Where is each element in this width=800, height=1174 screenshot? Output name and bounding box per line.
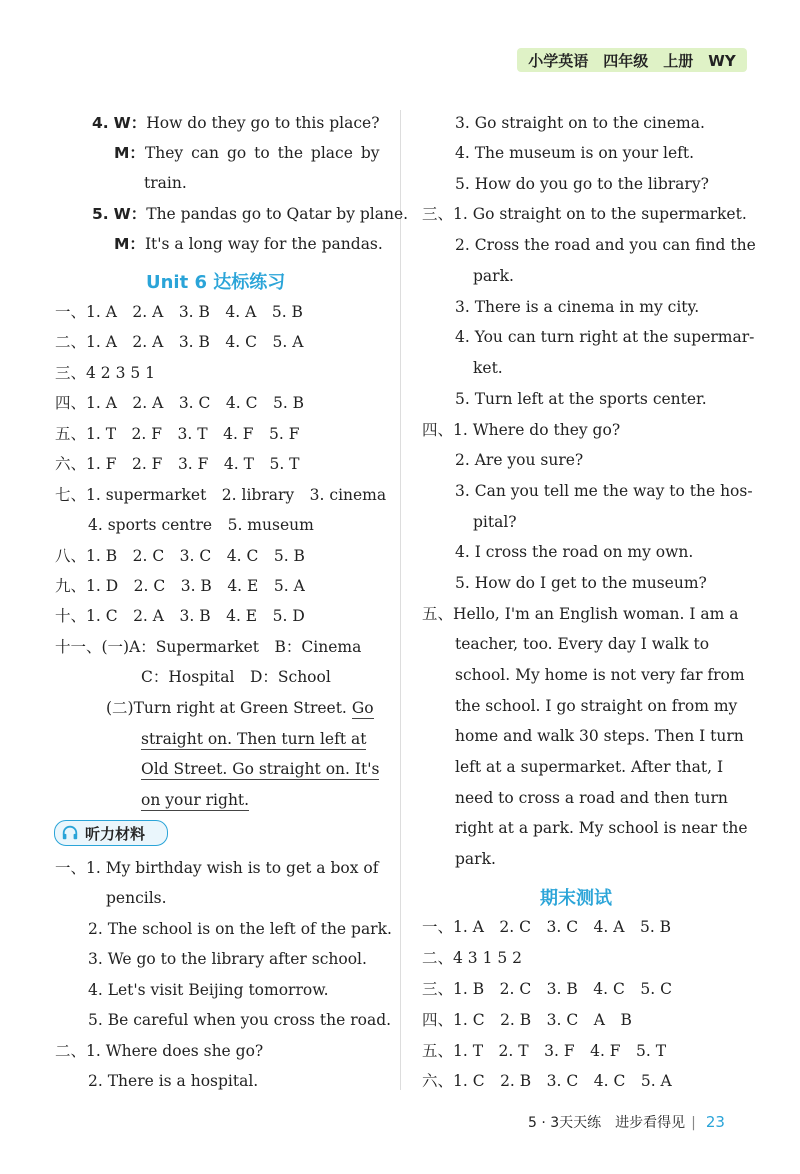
prev-line-1: 4. W：How do they go to this place?	[92, 114, 380, 132]
listen-line-6: 二、1. Where does she go?	[55, 1042, 264, 1060]
column-divider	[400, 110, 401, 1090]
right-line-4: 三、1. Go straight on to the supermarket.	[422, 205, 747, 223]
final-test-title: 期末测试	[540, 888, 612, 909]
page-footer: 5 · 3天天练 进步看得见 | 23	[528, 1113, 725, 1131]
right-line-25: park.	[455, 850, 496, 868]
unit6-answer-7: 七、1. supermarket 2. library 3. cinema	[55, 486, 387, 504]
right-line-13: 3. Can you tell me the way to the hos-	[455, 482, 753, 500]
listen-line-7: 2. There is a hospital.	[88, 1072, 259, 1090]
right-line-10: 5. Turn left at the sports center.	[455, 390, 707, 408]
unit6-answer-5: 五、1. T 2. F 3. T 4. F 5. F	[55, 425, 300, 443]
right-line-12: 2. Are you sure?	[455, 451, 584, 469]
unit6-answer-2: 二、1. A 2. A 3. B 4. C 5. A	[55, 333, 304, 351]
prev-line-4: 5. W：The pandas go to Qatar by plane.	[92, 205, 409, 223]
final-answer-6: 六、1. C 2. B 3. C 4. C 5. A	[422, 1072, 672, 1090]
right-line-20: the school. I go straight on from my	[455, 697, 738, 715]
listen-line-1: 一、1. My birthday wish is to get a box of	[55, 859, 379, 877]
listen-line-2: 2. The school is on the left of the park.	[88, 920, 392, 938]
prev-line-5: M：It's a long way for the pandas.	[114, 235, 383, 253]
unit6-answer-11c: (二)Turn right at Green Street. Go	[106, 699, 374, 717]
unit6-answer-1: 一、1. A 2. A 3. B 4. A 5. B	[55, 303, 303, 321]
right-line-14: pital?	[473, 513, 517, 531]
unit6-answer-7b: 4. sports centre 5. museum	[88, 516, 314, 534]
listening-material-tag: 听力材料	[54, 820, 168, 846]
right-line-15: 4. I cross the road on my own.	[455, 543, 694, 561]
final-answer-3: 三、1. B 2. C 3. B 4. C 5. C	[422, 980, 672, 998]
final-answer-5: 五、1. T 2. T 3. F 4. F 5. T	[422, 1042, 667, 1060]
unit6-answer-9: 九、1. D 2. C 3. B 4. E 5. A	[55, 577, 305, 595]
unit6-answer-8: 八、1. B 2. C 3. C 4. C 5. B	[55, 547, 305, 565]
final-answer-4: 四、1. C 2. B 3. C A B	[422, 1011, 632, 1029]
right-line-18: teacher, too. Every day I walk to	[455, 635, 710, 653]
headphones-icon	[61, 824, 79, 842]
listen-line-5: 5. Be careful when you cross the road.	[88, 1011, 392, 1029]
right-line-22: left at a supermarket. After that, I	[455, 758, 724, 776]
prev-line-3: train.	[144, 174, 187, 192]
right-line-5: 2. Cross the road and you can find the	[455, 236, 756, 254]
right-line-23: need to cross a road and then turn	[455, 789, 728, 807]
right-line-21: home and walk 30 steps. Then I turn	[455, 727, 744, 745]
unit6-answer-11f: on your right.	[141, 791, 250, 809]
right-line-11: 四、1. Where do they go?	[422, 421, 621, 439]
right-line-8: 4. You can turn right at the supermar-	[455, 328, 755, 346]
right-line-9: ket.	[473, 359, 503, 377]
unit6-answer-6: 六、1. F 2. F 3. F 4. T 5. T	[55, 455, 300, 473]
listen-line-4: 4. Let's visit Beijing tomorrow.	[88, 981, 329, 999]
unit6-answer-4: 四、1. A 2. A 3. C 4. C 5. B	[55, 394, 305, 412]
prev-line-2: M：They can go to the place by	[114, 144, 380, 162]
right-line-17: 五、Hello, I'm an English woman. I am a	[422, 605, 739, 623]
footer-brand: 5 · 3天天练 进步看得见	[528, 1115, 686, 1131]
unit6-answer-11b: C：Hospital D：School	[141, 668, 331, 686]
unit6-answer-3: 三、4 2 3 5 1	[55, 364, 156, 382]
right-line-1: 3. Go straight on to the cinema.	[455, 114, 705, 132]
right-line-2: 4. The museum is on your left.	[455, 144, 695, 162]
right-line-3: 5. How do you go to the library?	[455, 175, 709, 193]
right-line-16: 5. How do I get to the museum?	[455, 574, 707, 592]
listen-line-1b: pencils.	[106, 889, 167, 907]
unit6-title: Unit 6 达标练习	[146, 272, 286, 293]
page-number: 23	[705, 1113, 725, 1131]
right-line-24: right at a park. My school is near the	[455, 819, 748, 837]
right-line-6: park.	[473, 267, 514, 285]
right-line-19: school. My home is not very far from	[455, 666, 745, 684]
listen-line-3: 3. We go to the library after school.	[88, 950, 367, 968]
header-subject-tag: 小学英语 四年级 上册 WY	[517, 48, 747, 72]
unit6-answer-11d: straight on. Then turn left at	[141, 730, 367, 748]
unit6-answer-11e: Old Street. Go straight on. It's	[141, 760, 380, 778]
final-answer-1: 一、1. A 2. C 3. C 4. A 5. B	[422, 918, 672, 936]
unit6-answer-10: 十、1. C 2. A 3. B 4. E 5. D	[55, 607, 305, 625]
right-line-7: 3. There is a cinema in my city.	[455, 298, 700, 316]
unit6-answer-11: 十一、(一)A：Supermarket B：Cinema	[55, 638, 362, 656]
final-answer-2: 二、4 3 1 5 2	[422, 949, 523, 967]
